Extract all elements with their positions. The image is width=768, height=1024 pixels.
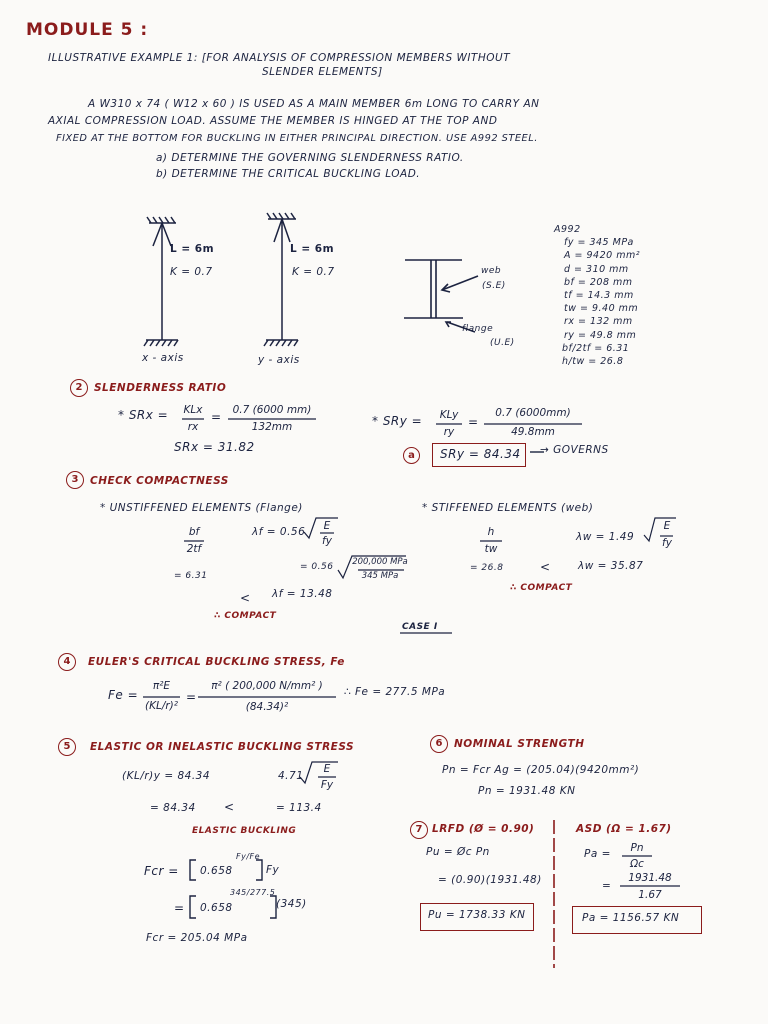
property-item: fy = 345 MPa — [564, 237, 634, 249]
fe-result: ∴ Fe = 277.5 MPa — [344, 686, 446, 698]
module-title: MODULE 5 : — [26, 20, 149, 40]
fe-pi2e: π²E — [152, 680, 171, 692]
sry-kly: KLy — [439, 409, 459, 421]
flange-label: flange — [462, 324, 494, 334]
property-item: A = 9420 mm² — [564, 250, 641, 262]
bf-den: 2tf — [186, 543, 202, 555]
compact-flange: ∴ COMPACT — [214, 611, 277, 621]
srx-result: SRx = 31.82 — [174, 440, 255, 454]
example-title-line1: ILLUSTRATIVE EXAMPLE 1: [FOR ANALYSIS OF COMPRESSION MEMBERS WITHOUT — [48, 52, 511, 64]
elastic-lt: < — [224, 800, 235, 814]
bf-num: bf — [188, 526, 200, 538]
property-item: A992 — [554, 224, 581, 235]
sry-den: 49.8mm — [511, 426, 555, 438]
bf-value: = 6.31 — [174, 571, 208, 581]
lrfd-title: LRFD (Ø = 0.90) — [432, 823, 535, 835]
lambda-f-result: λf = 13.48 — [272, 588, 333, 600]
fcr-lhs-2: = — [174, 901, 185, 915]
lambda-w-result: λw = 35.87 — [578, 560, 644, 572]
web-lt: < — [540, 560, 551, 574]
sry-num: 0.7 (6000mm) — [495, 407, 571, 419]
col-x-axis: x - axis — [142, 352, 184, 364]
problem-line2: AXIAL COMPRESSION LOAD. ASSUME THE MEMBER IS HINGED AT THE TOP AND — [48, 115, 498, 127]
web-label: web — [481, 266, 502, 276]
problem-line1: A W310 x 74 ( W12 x 60 ) IS USED AS A MAIN MEMBER 6m LONG TO CARRY AN — [88, 98, 540, 110]
srx-klx: KLx — [183, 404, 203, 416]
pu-equation: Pu = Øc Pn — [426, 846, 490, 858]
nominal-title: NOMINAL STRENGTH — [454, 738, 585, 750]
step-number-2: 2 — [70, 379, 88, 397]
h-value: = 26.8 — [470, 563, 504, 573]
euler-title: EULER'S CRITICAL BUCKLING STRESS, Fe — [88, 656, 345, 668]
property-item: bf/2tf = 6.31 — [562, 342, 630, 354]
step-number-5: 5 — [58, 738, 76, 756]
asd-title: ASD (Ω = 1.67) — [576, 823, 672, 835]
property-item: tw = 9.40 mm — [564, 303, 639, 315]
col-y-axis: y - axis — [258, 354, 300, 366]
compactness-title: CHECK COMPACTNESS — [90, 475, 229, 487]
pn-equation: Pn = Fcr Ag = (205.04)(9420mm²) — [442, 764, 640, 776]
srx-rx: rx — [187, 421, 199, 433]
fcr-base-2: 0.658 — [200, 902, 233, 914]
fcr-lhs-1: Fcr = — [144, 864, 179, 878]
property-item: ry = 49.8 mm — [564, 329, 637, 341]
problem-line3: FIXED AT THE BOTTOM FOR BUCKLING IN EITHER PRINCIPAL DIRECTION. USE A992 STEEL. — [56, 133, 538, 144]
pu-result: Pu = 1738.33 KN — [428, 909, 526, 921]
lambda-f-eq: λf = 0.56 — [252, 526, 306, 538]
srx-den: 132mm — [251, 421, 293, 433]
pa-num: 1931.48 — [628, 872, 672, 884]
step-number-4: 4 — [58, 653, 76, 671]
step-number-7: 7 — [410, 821, 428, 839]
lambda-f-sub: = 0.56 — [300, 562, 334, 572]
pu-substitution: = (0.90)(1931.48) — [438, 874, 542, 886]
tw-den: tw — [484, 543, 498, 555]
lw-E: E — [663, 520, 671, 532]
step-number-6: 6 — [430, 735, 448, 753]
fe-lhs: Fe = — [108, 688, 139, 702]
property-item: h/tw = 26.8 — [562, 356, 624, 367]
lf-fy: fy — [322, 535, 332, 547]
step-number-3: 3 — [66, 471, 84, 489]
property-item: d = 310 mm — [564, 263, 629, 275]
pa-eq: = — [602, 880, 612, 892]
srx-equals: = — [211, 410, 222, 424]
pa-lhs: Pa = — [584, 848, 611, 860]
fcr-exp-2: 345/277.5 — [230, 888, 276, 897]
lf-sub-num: 200,000 MPa — [352, 557, 408, 567]
fcr-fy: Fy — [266, 864, 280, 876]
h-num: h — [487, 526, 495, 538]
srx-lhs: * SRx = — [118, 408, 169, 422]
compact-web: ∴ COMPACT — [510, 583, 573, 593]
pn-result: Pn = 1931.48 KN — [478, 785, 576, 797]
lw-fy: fy — [662, 537, 672, 549]
answer-a-marker: a — [403, 447, 420, 464]
property-item: rx = 132 mm — [564, 316, 633, 328]
col-y-k: K = 0.7 — [292, 266, 335, 278]
fe-num-sub: π² ( 200,000 N/mm² ) — [211, 680, 323, 692]
limit-value: = 113.4 — [276, 802, 322, 814]
case-label: CASE I — [402, 622, 438, 632]
limit-E: E — [323, 763, 331, 775]
fcr-fy-value: (345) — [276, 898, 307, 910]
property-item: tf = 14.3 mm — [564, 290, 634, 301]
col-x-length: L = 6m — [170, 243, 215, 255]
flange-class: (U.E) — [490, 338, 515, 348]
lf-E: E — [323, 520, 331, 532]
web-class: (S.E) — [482, 281, 506, 291]
sry-lhs: * SRy = — [372, 414, 423, 428]
fcr-exp-1: Fy/Fe — [236, 852, 261, 861]
limit-fy: Fy — [320, 779, 334, 791]
flange-lt: < — [240, 591, 251, 605]
srx-num: 0.7 (6000 mm) — [232, 404, 312, 416]
task-a: a) DETERMINE THE GOVERNING SLENDERNESS RATIO. — [156, 152, 464, 164]
task-b: b) DETERMINE THE CRITICAL BUCKLING LOAD. — [156, 168, 421, 180]
governs-note: → GOVERNS — [540, 444, 609, 456]
col-y-length: L = 6m — [290, 243, 335, 255]
sry-result: SRy = 84.34 — [440, 447, 521, 461]
pa-den: 1.67 — [638, 889, 662, 901]
col-x-k: K = 0.7 — [170, 266, 213, 278]
pa-pn: Pn — [630, 842, 644, 854]
unstiffened-heading: * UNSTIFFENED ELEMENTS (Flange) — [100, 502, 303, 514]
example-title-line2: SLENDER ELEMENTS] — [262, 66, 383, 78]
elastic-title: ELASTIC OR INELASTIC BUCKLING STRESS — [90, 741, 355, 753]
stiffened-heading: * STIFFENED ELEMENTS (web) — [422, 502, 594, 514]
slenderness-title: SLENDERNESS RATIO — [94, 382, 227, 394]
pa-result: Pa = 1156.57 KN — [582, 912, 680, 924]
lambda-w-eq: λw = 1.49 — [576, 531, 635, 543]
klr-value: (KL/r)y = 84.34 — [122, 770, 211, 782]
pa-omega: Ωc — [630, 858, 644, 870]
klr-value-2: = 84.34 — [150, 802, 196, 814]
fe-klr: (KL/r)² — [145, 700, 178, 712]
property-item: bf = 208 mm — [564, 276, 633, 288]
fe-eq: = — [186, 690, 197, 704]
fe-den-sub: (84.34)² — [245, 701, 289, 713]
lf-sub-den: 345 MPa — [361, 571, 399, 581]
limit-coeff: 4.71 — [278, 770, 304, 782]
fcr-result: Fcr = 205.04 MPa — [146, 932, 248, 944]
sry-equals: = — [468, 415, 479, 429]
fcr-base-1: 0.658 — [200, 865, 233, 877]
sry-ry: ry — [443, 426, 455, 438]
elastic-buckling-label: ELASTIC BUCKLING — [192, 826, 297, 836]
